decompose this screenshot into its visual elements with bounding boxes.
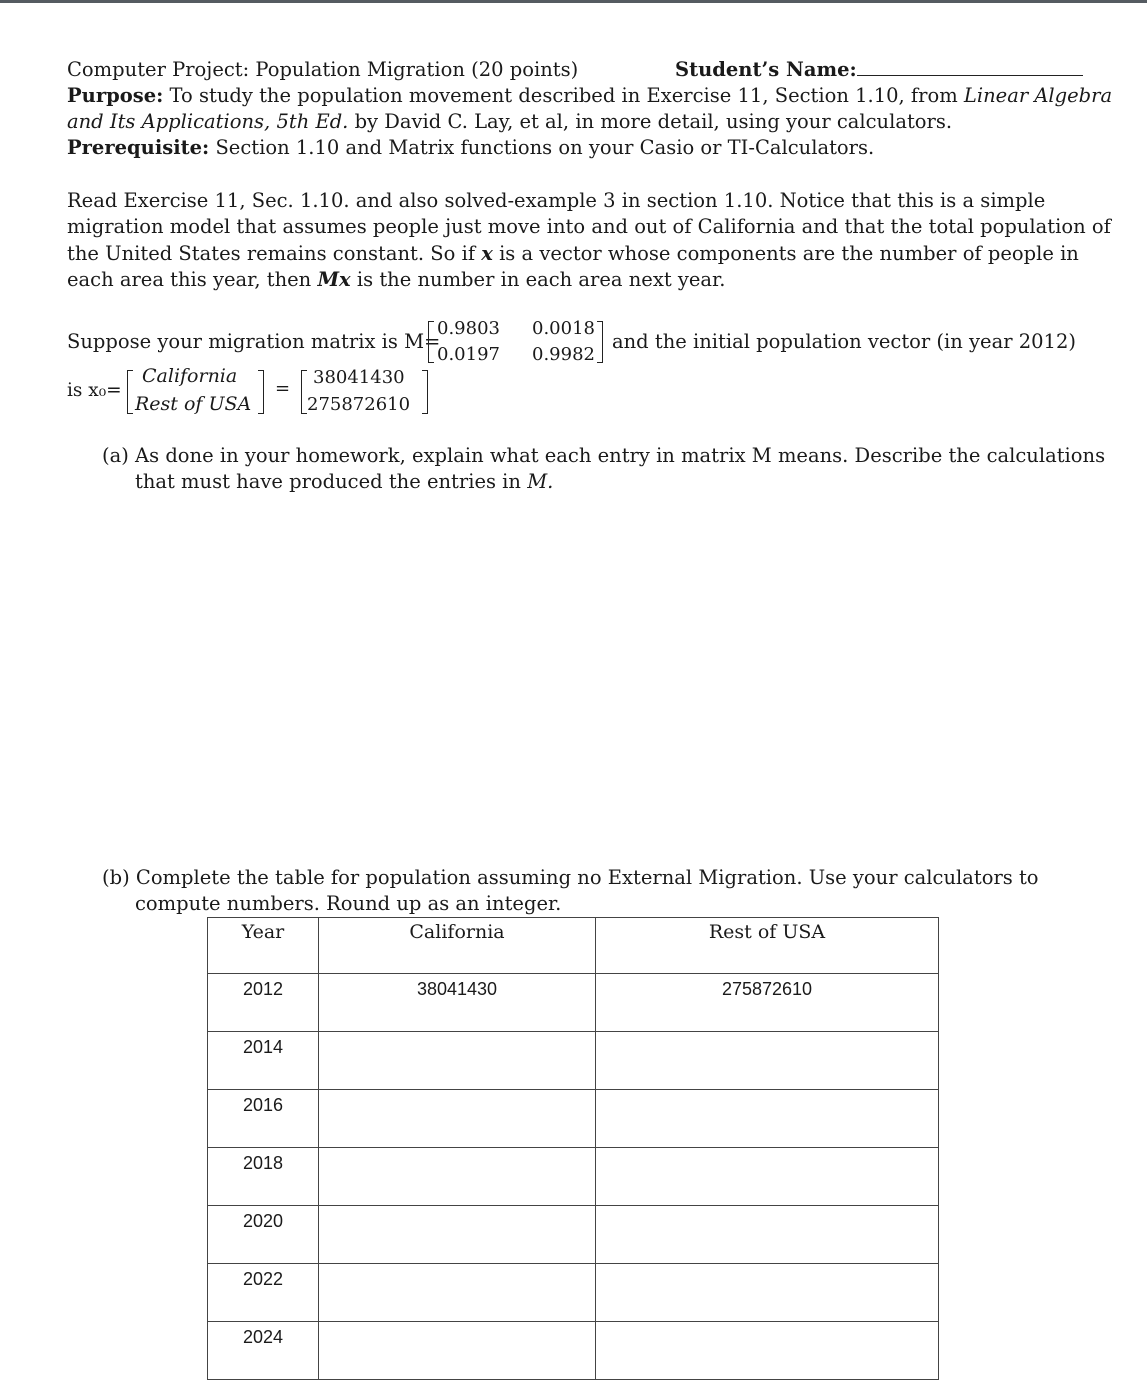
matrix-m21: 0.0197 — [437, 344, 500, 365]
row-year: 2018 — [208, 1148, 319, 1206]
vector-x: x — [481, 242, 493, 265]
header-year: Year — [208, 918, 319, 974]
window-top-border — [0, 0, 1147, 3]
matrix-m22: 0.9982 — [532, 344, 595, 365]
table-row — [208, 1148, 939, 1206]
population-table — [207, 917, 939, 1380]
matrix-m11: 0.9803 — [437, 318, 500, 339]
matrix-mx: Mx — [317, 268, 351, 291]
prerequisite-line — [67, 135, 874, 161]
purpose-label: Purpose: — [67, 84, 164, 107]
cell-rest-of-usa[interactable] — [596, 1322, 939, 1380]
matrix-tail-text: and the initial population vector (in year 2012) — [612, 330, 1076, 353]
purpose-text-1: To study the population movement described in Exercise 11, Section 1.10, from — [163, 84, 964, 107]
matrix-lead-text: Suppose your migration matrix is M= — [67, 330, 441, 353]
row-year: 2016 — [208, 1090, 319, 1148]
matrix-m12: 0.0018 — [532, 318, 595, 339]
project-title — [67, 57, 578, 83]
intro-line-4 — [67, 267, 725, 293]
header-rest-of-usa: Rest of USA — [596, 918, 939, 974]
vector-label-california: California — [142, 365, 238, 387]
matrix-tail — [612, 329, 1076, 355]
matrix-left-bracket — [428, 321, 434, 363]
cell-california[interactable] — [319, 1148, 596, 1206]
vector-label-left-bracket — [127, 370, 133, 414]
equals-sign: = — [275, 378, 291, 399]
intro-text-3b: is a vector whose components are the number of people in — [492, 242, 1079, 265]
cell-rest-of-usa[interactable] — [596, 1206, 939, 1264]
table-row — [208, 1206, 939, 1264]
table-row — [208, 1322, 939, 1380]
cell-california[interactable] — [319, 1090, 596, 1148]
intro-text-4b: is the number in each area next year. — [350, 268, 726, 291]
prerequisite-text: Section 1.10 and Matrix functions on your Casio or TI-Calculators. — [209, 136, 875, 159]
purpose-line-2 — [67, 109, 952, 135]
cell-california[interactable]: 38041430 — [319, 974, 596, 1032]
part-b-text-1: (b) Complete the table for population assuming no External Migration. Use your calculators to — [102, 866, 1039, 889]
vector-value-california: 38041430 — [313, 367, 405, 388]
intro-text-3a: the United States remains constant. So if — [67, 242, 482, 265]
student-name-blank[interactable] — [857, 57, 1083, 76]
matrix-lead — [67, 329, 440, 355]
part-a-text-2b: M. — [527, 470, 554, 493]
vector-label-rest: Rest of USA — [135, 393, 252, 415]
intro-line-3 — [67, 241, 1079, 267]
project-title-text: Computer Project: Population Migration (20 points) — [67, 58, 579, 81]
intro-line-2 — [67, 214, 1111, 240]
book-title-2: and Its Applications, 5th Ed. — [67, 110, 349, 133]
student-name-field[interactable] — [675, 57, 1083, 83]
table-row — [208, 1032, 939, 1090]
vector-label-right-bracket — [258, 370, 264, 414]
cell-rest-of-usa[interactable]: 275872610 — [596, 974, 939, 1032]
cell-california[interactable] — [319, 1206, 596, 1264]
prerequisite-label: Prerequisite: — [67, 136, 210, 159]
purpose-line-1 — [67, 83, 1112, 109]
purpose-text-2: by David C. Lay, et al, in more detail, using your calculators. — [348, 110, 953, 133]
part-b-line-2 — [135, 891, 561, 917]
table-row — [208, 1090, 939, 1148]
part-a-line-2 — [135, 469, 553, 495]
row-year: 2020 — [208, 1206, 319, 1264]
row-year: 2012 — [208, 974, 319, 1032]
part-b-text-2: compute numbers. Round up as an integer. — [135, 892, 562, 915]
table-row — [208, 1264, 939, 1322]
table-row — [208, 974, 939, 1032]
cell-rest-of-usa[interactable] — [596, 1032, 939, 1090]
intro-text-2: migration model that assumes people just move into and out of California and that the total population of — [67, 215, 1111, 238]
student-name-label: Student’s Name: — [675, 58, 857, 81]
header-california: California — [319, 918, 596, 974]
cell-rest-of-usa[interactable] — [596, 1148, 939, 1206]
vector-value-rest: 275872610 — [307, 394, 411, 415]
part-b-line-1 — [102, 865, 1039, 891]
part-a-text-2a: that must have produced the entries in — [135, 470, 528, 493]
matrix-right-bracket — [597, 321, 603, 363]
part-a-line-1 — [102, 443, 1105, 469]
row-year: 2014 — [208, 1032, 319, 1090]
row-year: 2024 — [208, 1322, 319, 1380]
book-title: Linear Algebra — [963, 84, 1113, 107]
cell-california[interactable] — [319, 1264, 596, 1322]
x0-label-text: is x₀= — [67, 380, 122, 401]
row-year: 2022 — [208, 1264, 319, 1322]
part-a-text-1: (a) As done in your homework, explain what each entry in matrix M means. Describe the calculations — [102, 444, 1106, 467]
table-header-row — [208, 918, 939, 974]
cell-california[interactable] — [319, 1322, 596, 1380]
intro-line-1 — [67, 188, 1045, 214]
cell-california[interactable] — [319, 1032, 596, 1090]
cell-rest-of-usa[interactable] — [596, 1264, 939, 1322]
vector-value-right-bracket — [422, 370, 428, 414]
intro-text-4a: each area this year, then — [67, 268, 318, 291]
x0-label — [67, 378, 122, 404]
cell-rest-of-usa[interactable] — [596, 1090, 939, 1148]
intro-text-1: Read Exercise 11, Sec. 1.10. and also solved-example 3 in section 1.10. Notice that this is a simple — [67, 189, 1046, 212]
